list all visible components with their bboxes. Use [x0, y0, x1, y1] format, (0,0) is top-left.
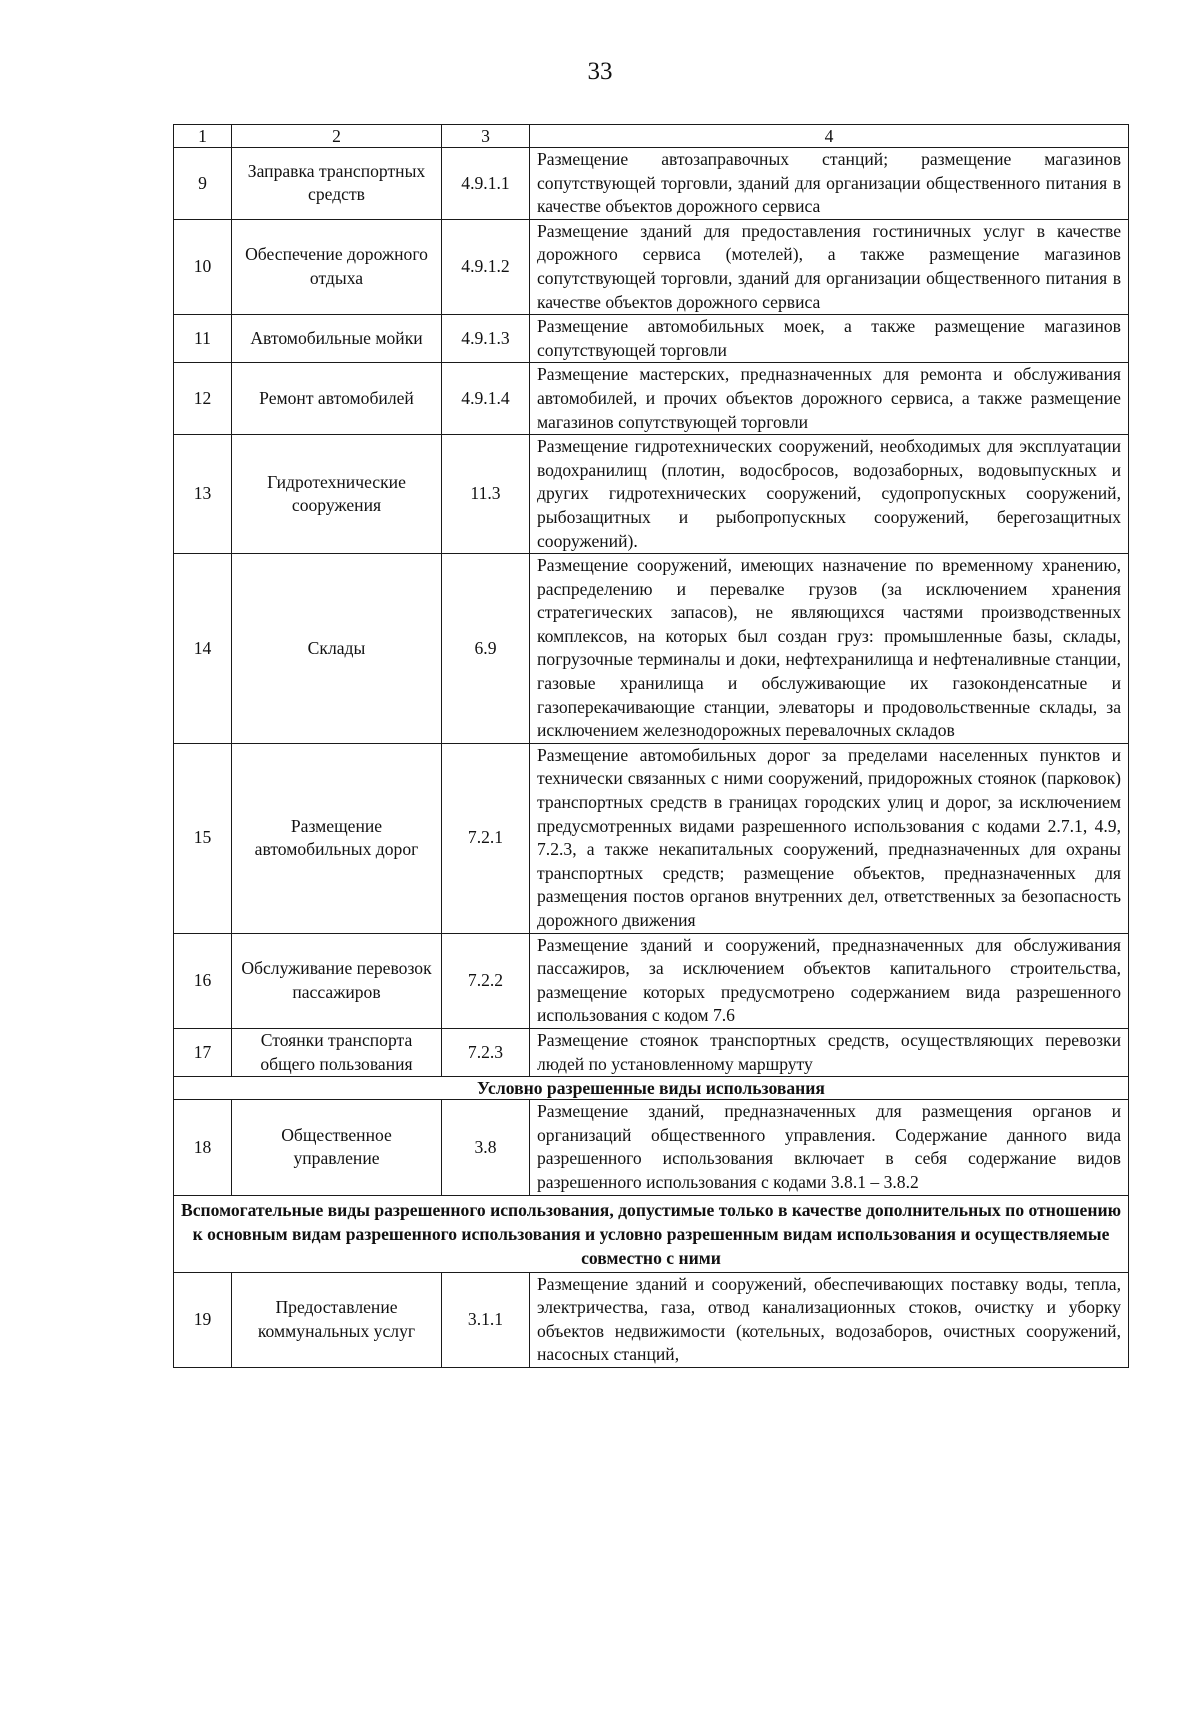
use-name: Общественное управление	[232, 1100, 442, 1195]
use-description: Размещение зданий, предназначенных для размещения органов и организаций общественного управления. Содержание данного вида разрешенного использования включает в себя содержание видов разрешенного использования с кодами 3.8.1 – 3.8.2	[530, 1100, 1129, 1195]
use-name: Обеспечение дорожного отдыха	[232, 219, 442, 314]
use-code: 7.2.2	[442, 933, 530, 1028]
section-conditional-heading: Условно разрешенные виды использования	[174, 1077, 1129, 1100]
table-row	[174, 743, 1129, 933]
section-auxiliary-heading: Вспомогательные виды разрешенного использования, допустимые только в качестве дополнительных по отношению к основным видам разрешенного использования и условно разрешенным видам использования и осуществляемые совместно с ними	[174, 1195, 1129, 1272]
table-row	[174, 148, 1129, 220]
use-description: Размещение сооружений, имеющих назначение по временному хранению, распределению и перевалке грузов (за исключением хранения стратегических запасов), не являющихся частями производственных комплексов, на которых был создан груз: промышленные базы, склады, погрузочные терминалы и доки, нефтехранилища и нефтеналивные станции, газовые хранилища и обслуживающие их газоконденсатные и газоперекачивающие станции, элеваторы и продовольственные склады, за исключением железнодорожных перевалочных складов	[530, 554, 1129, 744]
use-name: Заправка транспортных средств	[232, 148, 442, 220]
table-row	[174, 435, 1129, 554]
use-description: Размещение гидротехнических сооружений, необходимых для эксплуатации водохранилищ (плотин, водосбросов, водозаборных, водовыпускных и других гидротехнических сооружений, судопропускных сооружений, рыбозащитных и рыбопропускных сооружений, берегозащитных сооружений).	[530, 435, 1129, 554]
use-code: 7.2.1	[442, 743, 530, 933]
use-name: Стоянки транспорта общего пользования	[232, 1028, 442, 1076]
use-description: Размещение зданий и сооружений, обеспечивающих поставку воды, тепла, электричества, газа, отвод канализационных стоков, очистку и уборку объектов недвижимости (котельных, водозаборов, очистных сооружений, насосных станций,	[530, 1272, 1129, 1367]
row-number: 19	[174, 1272, 232, 1367]
table-row	[174, 933, 1129, 1028]
use-name: Склады	[232, 554, 442, 744]
section-heading-row	[174, 1077, 1129, 1100]
use-name: Размещение автомобильных дорог	[232, 743, 442, 933]
use-description: Размещение стоянок транспортных средств, осуществляющих перевозки людей по установленному маршруту	[530, 1028, 1129, 1076]
row-number: 13	[174, 435, 232, 554]
use-name: Ремонт автомобилей	[232, 363, 442, 435]
table-row	[174, 315, 1129, 363]
table-header-row	[174, 125, 1129, 148]
use-description: Размещение автомобильных моек, а также размещение магазинов сопутствующей торговли	[530, 315, 1129, 363]
row-number: 12	[174, 363, 232, 435]
row-number: 9	[174, 148, 232, 220]
table-row	[174, 554, 1129, 744]
use-code: 7.2.3	[442, 1028, 530, 1076]
table-row	[174, 1028, 1129, 1076]
permitted-use-table	[173, 124, 1129, 1368]
use-description: Размещение автомобильных дорог за пределами населенных пунктов и технически связанных с ними сооружений, придорожных стоянок (парковок) транспортных средств в границах городских улиц и дорог, за исключением предусмотренных видами разрешенного использования с кодами 2.7.1, 4.9, 7.2.3, а также некапитальных сооружений, предназначенных для охраны транспортных средств; размещение объектов, предназначенных для размещения постов органов внутренних дел, ответственных за безопасность дорожного движения	[530, 743, 1129, 933]
header-col-3: 3	[442, 125, 530, 148]
header-col-1: 1	[174, 125, 232, 148]
use-code: 11.3	[442, 435, 530, 554]
table-row	[174, 1272, 1129, 1367]
use-name: Предоставление коммунальных услуг	[232, 1272, 442, 1367]
use-name: Гидротехнические сооружения	[232, 435, 442, 554]
row-number: 17	[174, 1028, 232, 1076]
row-number: 18	[174, 1100, 232, 1195]
use-description: Размещение зданий и сооружений, предназначенных для обслуживания пассажиров, за исключением объектов капитального строительства, размещение которых предусмотрено содержанием вида разрешенного использования с кодом 7.6	[530, 933, 1129, 1028]
use-code: 3.8	[442, 1100, 530, 1195]
header-col-2: 2	[232, 125, 442, 148]
row-number: 14	[174, 554, 232, 744]
use-description: Размещение зданий для предоставления гостиничных услуг в качестве дорожного сервиса (мотелей), а также размещение магазинов сопутствующей торговли, зданий для организации общественного питания в качестве объектов дорожного сервиса	[530, 219, 1129, 314]
row-number: 16	[174, 933, 232, 1028]
use-code: 4.9.1.4	[442, 363, 530, 435]
use-code: 6.9	[442, 554, 530, 744]
use-name: Автомобильные мойки	[232, 315, 442, 363]
header-col-4: 4	[530, 125, 1129, 148]
row-number: 15	[174, 743, 232, 933]
section-heading-row	[174, 1195, 1129, 1272]
table-row	[174, 363, 1129, 435]
use-description: Размещение автозаправочных станций; размещение магазинов сопутствующей торговли, зданий для организации общественного питания в качестве объектов дорожного сервиса	[530, 148, 1129, 220]
row-number: 11	[174, 315, 232, 363]
use-code: 4.9.1.3	[442, 315, 530, 363]
use-description: Размещение мастерских, предназначенных для ремонта и обслуживания автомобилей, и прочих объектов дорожного сервиса, а также размещение магазинов сопутствующей торговли	[530, 363, 1129, 435]
page-number: 33	[587, 58, 613, 85]
table-row	[174, 219, 1129, 314]
table-row	[174, 1100, 1129, 1195]
use-code: 4.9.1.1	[442, 148, 530, 220]
use-code: 4.9.1.2	[442, 219, 530, 314]
row-number: 10	[174, 219, 232, 314]
use-name: Обслуживание перевозок пассажиров	[232, 933, 442, 1028]
use-code: 3.1.1	[442, 1272, 530, 1367]
